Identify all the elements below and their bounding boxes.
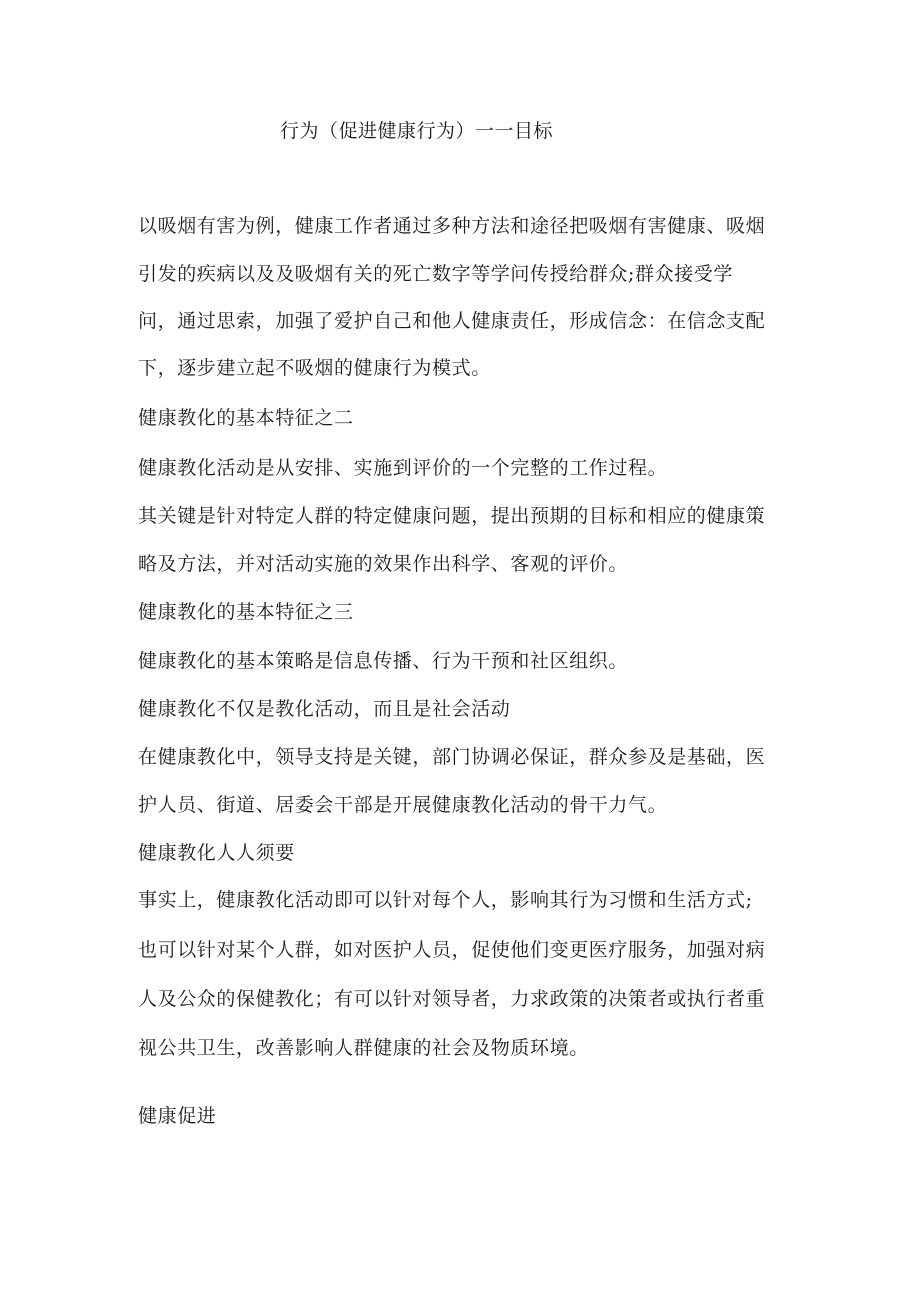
- text-line: 护人员、街道、居委会干部是开展健康教化活动的骨干力气。: [138, 794, 668, 816]
- document-title: 行为（促进健康行为）一一目标: [280, 120, 554, 142]
- text-line: 健康教化的基本策略是信息传播、行为干预和社区组织。: [138, 650, 629, 672]
- text-line: 以吸烟有害为例，健康工作者通过多种方法和途径把吸烟有害健康、吸烟: [138, 215, 766, 237]
- text-line: 视公共卫生，改善影响人群健康的社会及物质环境。: [138, 1037, 589, 1059]
- text-line: 略及方法，并对活动实施的效果作出科学、客观的评价。: [138, 553, 629, 575]
- text-line: 在健康教化中，领导支持是关键，部门协调必保证，群众参及是基础，医: [138, 746, 766, 768]
- section-heading: 健康教化人人须要: [138, 842, 295, 864]
- text-line: 下，逐步建立起不吸烟的健康行为模式。: [138, 357, 491, 379]
- text-line: 人及公众的保健教化；有可以针对领导者，力求政策的决策者或执行者重: [138, 988, 766, 1010]
- section-heading: 健康教化的基本特征之三: [138, 601, 354, 623]
- section-heading: 健康促进: [138, 1105, 217, 1127]
- section-heading: 健康教化的基本特征之二: [138, 407, 354, 429]
- text-line: 其关键是针对特定人群的特定健康问题，提出预期的目标和相应的健康策: [138, 505, 766, 527]
- text-line: 健康教化活动是从安排、实施到评价的一个完整的工作过程。: [138, 457, 668, 479]
- text-line: 也可以针对某个人群，如对医护人员，促使他们变更医疗服务，加强对病: [138, 939, 766, 961]
- section-heading: 健康教化不仅是教化活动，而且是社会活动: [138, 698, 511, 720]
- text-line: 问，通过思索，加强了爱护自己和他人健康责任，形成信念：在信念支配: [138, 310, 766, 332]
- text-line: 引发的疾病以及及吸烟有关的死亡数字等学问传授给群众;群众接受学: [138, 263, 734, 285]
- text-line: 事实上，健康教化活动即可以针对每个人，影响其行为习惯和生活方式;: [138, 889, 753, 911]
